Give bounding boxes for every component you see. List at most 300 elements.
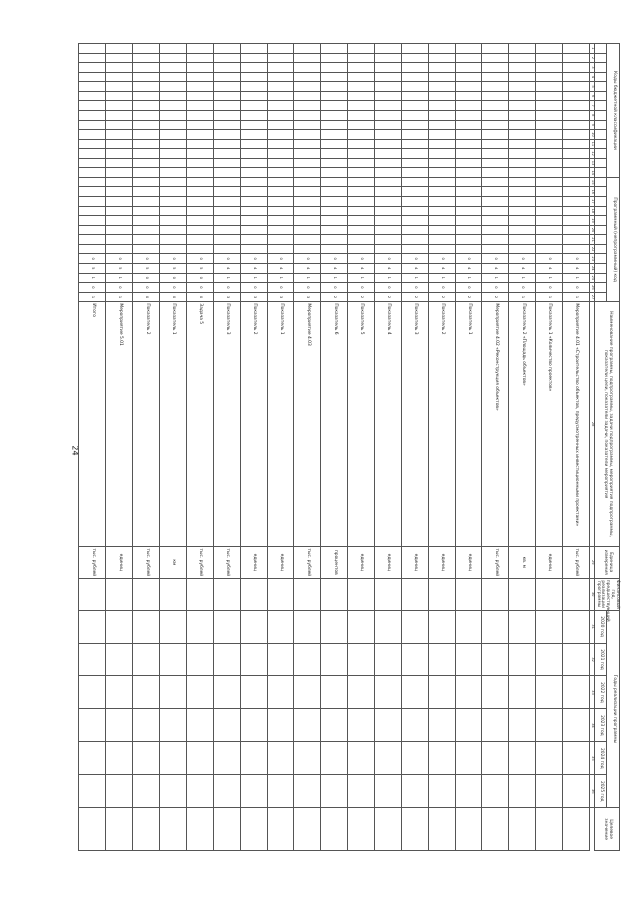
code-cell: 0 [267,254,294,264]
code-cell [186,82,213,92]
code-cell [455,139,482,149]
code-cell [186,110,213,120]
code-cell [401,63,428,73]
code-cell [374,130,401,140]
code-cell [374,72,401,82]
code-cell [133,72,160,82]
header-code-sub [594,235,607,245]
code-cell [482,101,509,111]
header-col-number: 14 [589,168,594,178]
code-cell: 0 [213,283,240,293]
row-year-value [509,775,536,808]
code-cell [186,63,213,73]
code-cell: 1 [401,273,428,283]
code-cell: 4 [562,263,589,273]
table-row [160,44,187,851]
code-cell [160,206,187,216]
code-cell [401,197,428,207]
code-cell [321,130,348,140]
row-year-value [455,643,482,676]
row-final-value [348,808,375,851]
code-cell [160,197,187,207]
header-code-sub [594,101,607,111]
row-year-value [401,775,428,808]
header-code-sub [594,216,607,226]
row-year-value [562,610,589,643]
row-description: Показатель 1 [160,302,187,546]
code-cell [348,91,375,101]
code-cell: 0 [186,292,213,302]
header-code-sub [594,187,607,197]
row-year-value [160,775,187,808]
code-cell [133,82,160,92]
code-cell [186,44,213,54]
code-cell [321,91,348,101]
code-cell: 0 [455,254,482,264]
row-description: Мероприятие 5.01 [106,302,133,546]
code-cell [240,139,267,149]
code-cell: 0 [267,283,294,293]
header-col-number: 26 [589,283,594,293]
row-year-value [186,775,213,808]
row-year-value [213,742,240,775]
code-cell [562,168,589,178]
code-cell [562,177,589,187]
header-col-number: 16 [589,187,594,197]
row-unit: тыс. рублей [294,546,321,578]
code-cell: 4 [321,263,348,273]
code-cell [321,244,348,254]
code-cell [267,101,294,111]
code-cell [106,139,133,149]
header-final-value: Целевое значение [594,808,619,851]
row-base-value [240,578,267,610]
code-cell [536,168,563,178]
code-cell [348,235,375,245]
row-year-value [482,775,509,808]
code-cell: 1 [562,292,589,302]
header-code-sub [594,53,607,63]
row-year-value [267,775,294,808]
row-year-value [186,742,213,775]
row-unit: тыс. рублей [79,546,106,578]
row-final-value [294,808,321,851]
code-cell [267,177,294,187]
row-year-value [133,742,160,775]
code-cell [455,177,482,187]
code-cell [509,149,536,159]
code-cell [79,187,106,197]
code-cell [428,235,455,245]
code-cell [240,216,267,226]
code-cell [240,82,267,92]
code-cell: 2 [482,292,509,302]
header-col-number: 2 [589,53,594,63]
code-cell [536,177,563,187]
header-col-number: 3 [589,63,594,73]
row-year-value [79,775,106,808]
code-cell: 0 [106,254,133,264]
code-cell: 1 [321,273,348,283]
row-year-value [267,709,294,742]
code-cell [374,158,401,168]
code-cell [536,158,563,168]
code-cell [509,187,536,197]
code-cell [455,72,482,82]
header-col-number: 6 [589,91,594,101]
code-cell [240,225,267,235]
header-col-number: 36 [589,775,594,808]
code-cell [562,53,589,63]
program-table [78,43,620,851]
code-cell [106,72,133,82]
code-cell [106,168,133,178]
code-cell [428,187,455,197]
code-cell: 0 [294,254,321,264]
code-cell [321,44,348,54]
code-cell [160,72,187,82]
code-cell [133,149,160,159]
code-cell [482,72,509,82]
code-cell [321,120,348,130]
code-cell [482,235,509,245]
code-cell [348,139,375,149]
row-description: Показатель 1 [455,302,482,546]
code-cell [106,177,133,187]
code-cell [213,120,240,130]
code-cell [401,53,428,63]
code-cell [348,197,375,207]
table-row [428,44,455,851]
code-cell [186,72,213,82]
code-cell [79,110,106,120]
table-row [374,44,401,851]
code-cell [455,235,482,245]
row-year-value [160,676,187,709]
code-cell [294,53,321,63]
table-row [186,44,213,851]
row-year-value [348,676,375,709]
code-cell [562,158,589,168]
row-description: Мероприятие 4.03 [294,302,321,546]
code-cell [428,72,455,82]
code-cell [401,44,428,54]
table-row [133,44,160,851]
row-year-value [160,709,187,742]
row-year-value [186,709,213,742]
code-cell: 1 [562,273,589,283]
code-cell [401,130,428,140]
code-cell [401,168,428,178]
header-code-sub [594,263,607,273]
row-year-value [509,643,536,676]
code-cell: 3 [240,292,267,302]
code-cell [348,206,375,216]
code-cell [294,187,321,197]
header-code-sub [594,225,607,235]
code-cell [428,206,455,216]
row-year-value [536,643,563,676]
code-cell [294,149,321,159]
row-unit: единиц [106,546,133,578]
code-cell [401,158,428,168]
row-description: Показатель 1 [267,302,294,546]
code-cell: 1 [536,292,563,302]
row-base-value [267,578,294,610]
code-cell [509,244,536,254]
row-year-value [562,643,589,676]
code-cell [213,139,240,149]
row-year-value [509,676,536,709]
header-col-number: 11 [589,139,594,149]
code-cell [482,44,509,54]
code-cell: 1 [348,273,375,283]
code-cell [321,235,348,245]
table-row [401,44,428,851]
code-cell [106,91,133,101]
row-description: Мероприятие 4.01 «Строительство объектов, предусмотренных инвестиционными проектами» [562,302,589,546]
row-description: Мероприятие 4.02 «Реконструкция объектов» [482,302,509,546]
code-cell [213,158,240,168]
header-code-sub [594,244,607,254]
row-year-value [562,775,589,808]
row-base-value [509,578,536,610]
header-col-number: 4 [589,72,594,82]
row-year-value [133,775,160,808]
header-year: 2024 год [594,742,607,775]
code-cell [213,244,240,254]
row-year-value [482,610,509,643]
code-cell [321,101,348,111]
header-program-code: Программный (непрограммный) код [607,177,620,301]
code-cell: 0 [294,283,321,293]
code-cell [428,216,455,226]
row-unit: единиц [401,546,428,578]
code-cell [186,158,213,168]
code-cell [455,110,482,120]
code-cell [294,158,321,168]
code-cell [509,91,536,101]
row-year-value [160,742,187,775]
row-unit: км [160,546,187,578]
code-cell [240,72,267,82]
code-cell [509,216,536,226]
code-cell [186,244,213,254]
row-year-value [562,742,589,775]
code-cell [79,120,106,130]
code-cell [374,101,401,111]
header-code-sub [594,197,607,207]
row-unit: единиц [267,546,294,578]
code-cell [428,110,455,120]
header-col-number: 7 [589,101,594,111]
code-cell [562,139,589,149]
code-cell: 1 [509,273,536,283]
header-col-number: 29 [589,546,594,578]
header-code-sub [594,44,607,54]
header-code-sub [594,110,607,120]
row-year-value [133,709,160,742]
code-cell [348,72,375,82]
row-year-value [213,676,240,709]
code-cell [428,244,455,254]
row-final-value [106,808,133,851]
code-cell [186,101,213,111]
code-cell [267,187,294,197]
code-cell [186,53,213,63]
code-cell [401,91,428,101]
row-final-value [133,808,160,851]
code-cell [186,177,213,187]
row-year-value [213,610,240,643]
header-code-sub [594,292,607,302]
row-year-value [509,742,536,775]
row-final-value [186,808,213,851]
row-base-value [536,578,563,610]
code-cell [79,168,106,178]
code-cell [482,110,509,120]
code-cell: 0 [213,254,240,264]
code-cell [106,158,133,168]
code-cell [536,44,563,54]
row-year-value [106,709,133,742]
code-cell [455,149,482,159]
row-year-value [240,709,267,742]
code-cell [213,44,240,54]
code-cell [348,168,375,178]
code-cell [401,139,428,149]
code-cell: 3 [213,292,240,302]
code-cell [294,225,321,235]
code-cell: 1 [482,273,509,283]
row-year-value [321,775,348,808]
header-col-number: 28 [589,302,594,546]
code-cell [455,187,482,197]
code-cell [160,216,187,226]
code-cell [294,72,321,82]
code-cell [482,149,509,159]
code-cell [213,206,240,216]
code-cell [294,91,321,101]
code-cell [240,187,267,197]
code-cell: 4 [213,263,240,273]
row-unit: тыс. рублей [562,546,589,578]
code-cell [348,130,375,140]
code-cell [106,44,133,54]
row-base-value [401,578,428,610]
row-year-value [240,643,267,676]
code-cell [509,53,536,63]
code-cell [348,53,375,63]
code-cell [79,158,106,168]
header-col-number: 20 [589,225,594,235]
row-final-value [455,808,482,851]
code-cell [509,63,536,73]
code-cell [106,244,133,254]
code-cell [509,225,536,235]
code-cell [401,82,428,92]
row-base-value [133,578,160,610]
header-col-number: 22 [589,244,594,254]
code-cell [482,177,509,187]
row-year-value [401,742,428,775]
code-cell [267,149,294,159]
code-cell [374,216,401,226]
code-cell [294,82,321,92]
code-cell [536,206,563,216]
code-cell: 0 [509,254,536,264]
code-cell: 2 [401,292,428,302]
code-cell [267,120,294,130]
row-year-value [428,709,455,742]
code-cell [79,130,106,140]
code-cell: 2 [321,292,348,302]
code-cell [562,72,589,82]
code-cell [562,82,589,92]
code-cell [294,130,321,140]
row-year-value [186,676,213,709]
row-unit: единиц [536,546,563,578]
code-cell [348,225,375,235]
code-cell [509,44,536,54]
code-cell [374,82,401,92]
row-year-value [213,775,240,808]
header-year: 2023 год [594,709,607,742]
code-cell [428,130,455,140]
code-cell [321,158,348,168]
code-cell [160,168,187,178]
code-cell [79,206,106,216]
code-cell: 0 [186,283,213,293]
row-year-value [536,610,563,643]
header-col-number: 33 [589,676,594,709]
code-cell [160,187,187,197]
code-cell [213,225,240,235]
code-cell [186,139,213,149]
code-cell [79,216,106,226]
code-cell [133,235,160,245]
code-cell [267,206,294,216]
code-cell: 2 [374,292,401,302]
header-code-sub [594,91,607,101]
row-year-value [106,610,133,643]
code-cell: 0 [160,283,187,293]
code-cell [348,110,375,120]
code-cell [562,225,589,235]
code-cell: 0 [160,273,187,283]
code-cell [160,101,187,111]
code-cell [482,216,509,226]
row-year-value [348,775,375,808]
row-year-value [294,610,321,643]
code-cell [428,63,455,73]
code-cell: 0 [401,254,428,264]
code-cell [562,244,589,254]
code-cell [294,197,321,207]
code-cell [240,244,267,254]
code-cell [536,72,563,82]
header-year: 2025 год [594,775,607,808]
row-unit: единиц [455,546,482,578]
code-cell: 1 [509,292,536,302]
row-year-value [536,709,563,742]
code-cell [240,235,267,245]
code-cell [133,197,160,207]
code-cell [536,235,563,245]
code-cell [374,177,401,187]
code-cell [562,63,589,73]
code-cell [401,206,428,216]
